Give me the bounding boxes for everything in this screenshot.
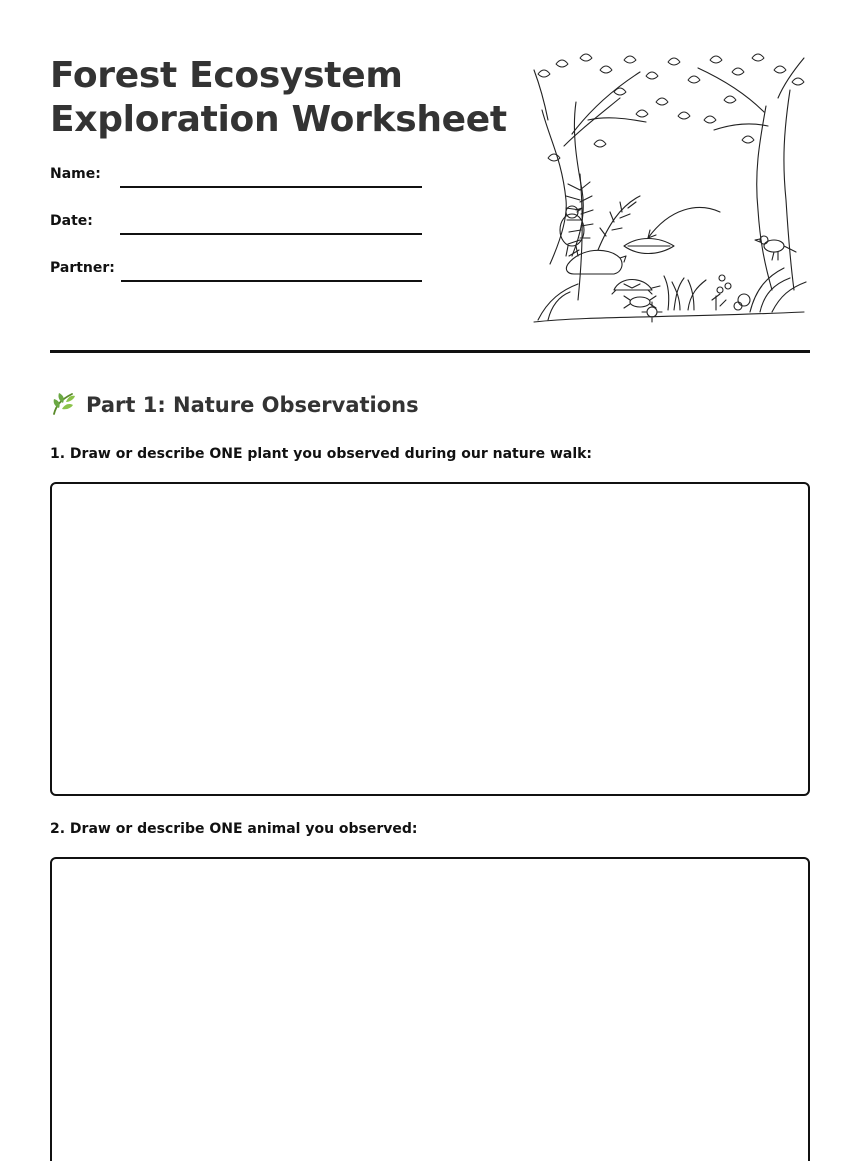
name-line[interactable] [120, 186, 422, 188]
title-line-1: Forest Ecosystem [50, 55, 403, 96]
part1-title: Part 1: Nature Observations [86, 393, 419, 417]
animal-answer-box[interactable] [50, 857, 810, 1161]
question-1: 1. Draw or describe ONE plant you observed during our nature walk: [50, 446, 593, 462]
plant-answer-box[interactable] [50, 482, 810, 796]
date-label: Date: [50, 213, 93, 229]
title-line-2: Exploration Worksheet [50, 99, 507, 140]
worksheet-title [50, 54, 507, 142]
name-label: Name: [50, 166, 101, 182]
section-divider [50, 350, 810, 353]
date-field[interactable] [50, 213, 422, 237]
partner-label: Partner: [50, 260, 115, 276]
part1-heading [50, 390, 419, 419]
leaf-icon [50, 390, 78, 418]
question-2: 2. Draw or describe ONE animal you observed: [50, 821, 418, 837]
partner-line[interactable] [121, 280, 422, 282]
name-field[interactable] [50, 166, 422, 190]
partner-field[interactable] [50, 260, 422, 284]
date-line[interactable] [120, 233, 422, 235]
forest-scene-illustration [528, 50, 810, 326]
